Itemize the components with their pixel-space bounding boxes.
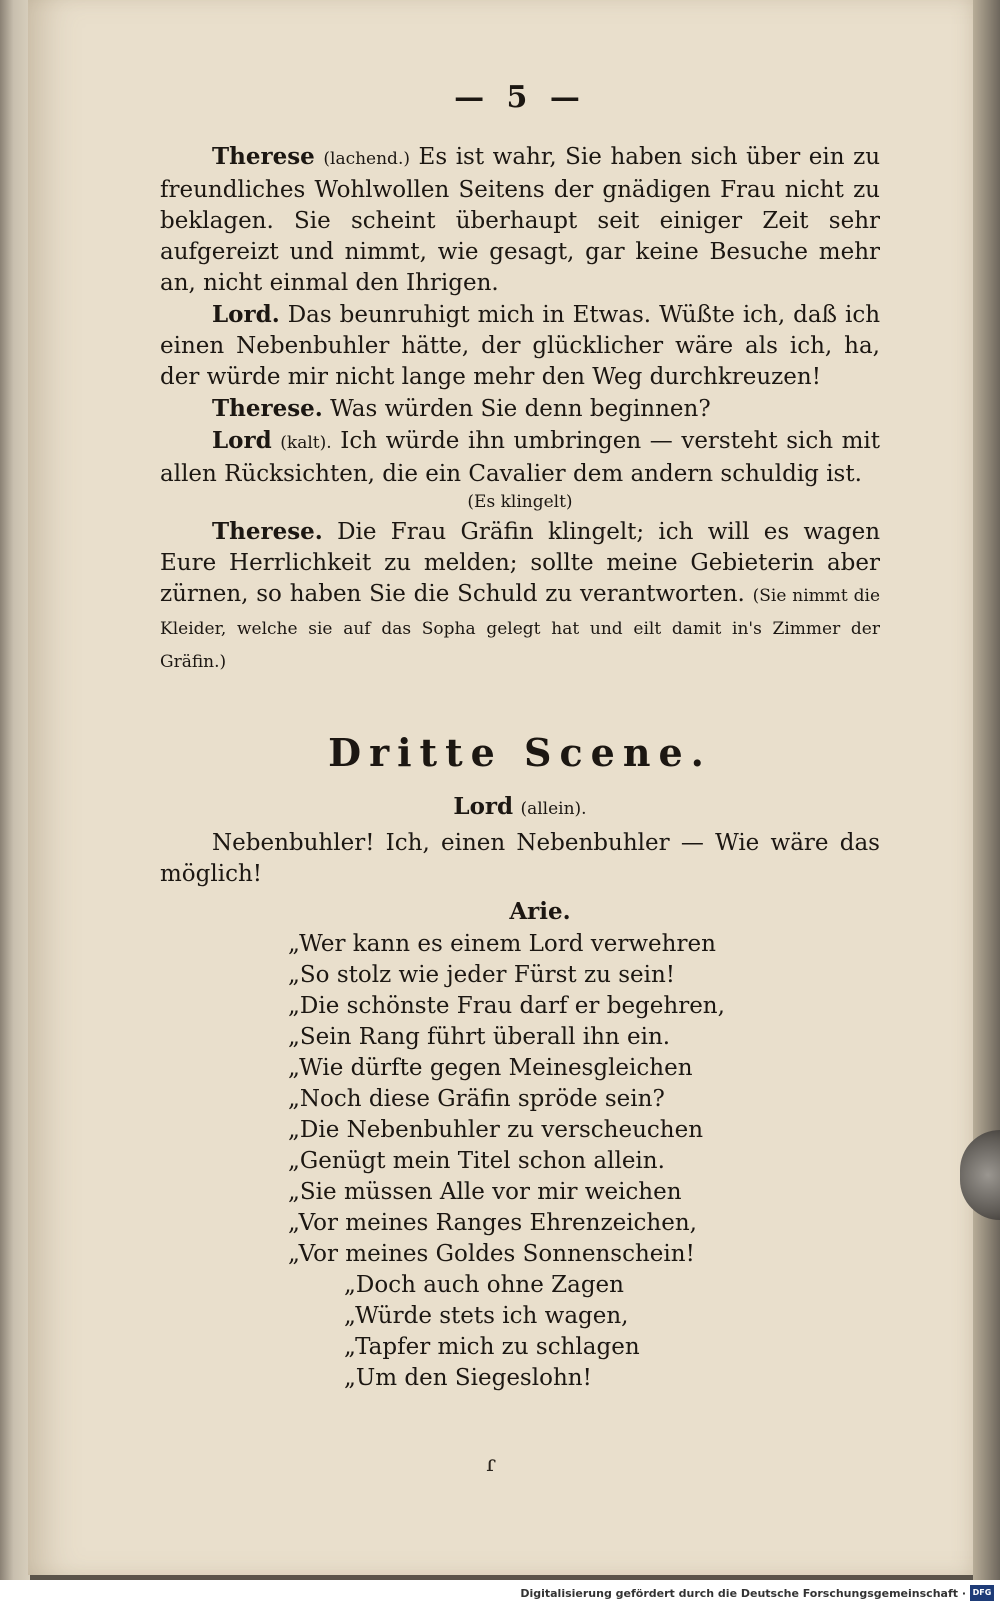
page-text <box>160 80 880 1394</box>
page-number: — 5 — <box>454 80 586 115</box>
speaker: Therese. <box>212 518 323 545</box>
paragraph-therese-2 <box>160 393 880 425</box>
book-spine <box>0 0 30 1580</box>
footer-credit: Digitalisierung gefördert durch die Deutsche Forschungsgemeinschaft · <box>520 1587 966 1600</box>
paragraph-therese-3 <box>160 516 880 678</box>
dialogue: Ich würde ihn umbringen — versteht sich mit allen Rücksichten, die ein Cavalier dem andern schuldig ist. <box>160 428 881 487</box>
verse-line: „Um den Siegeslohn! <box>344 1365 592 1391</box>
dialogue: Es ist wahr, Sie haben sich über ein zu freundliches Wohlwollen Seitens der gnädigen Frau nicht zu beklagen. Sie scheint überhaupt seit einiger Zeit sehr aufgereizt und nimmt, wie gesagt, gar keine Besuche mehr an, nicht einmal den Ihrigen. <box>160 144 881 296</box>
stage-direction: (Sie nimmt die Kleider, welche sie auf das Sopha gelegt hat und eilt damit in's Zimmer der Gräfin.) <box>160 586 881 672</box>
stage-direction: (kalt). <box>280 433 332 453</box>
verse-block <box>160 929 880 1394</box>
verse-line: „Sie müssen Alle vor mir weichen <box>288 1179 682 1205</box>
aria-title: Arie. <box>509 898 571 925</box>
dfg-logo: DFG <box>970 1585 994 1601</box>
stage-direction: (lachend.) <box>323 149 410 169</box>
footer <box>0 1580 1000 1609</box>
dialogue: Was würden Sie denn beginnen? <box>330 396 711 422</box>
paragraph-lord-1 <box>160 299 880 393</box>
verse-line: „Vor meines Goldes Sonnenschein! <box>288 1241 695 1267</box>
dialogue: Die Frau Gräfin klingelt; ich will es wagen Eure Herrlichkeit zu melden; sollte meine Gebieterin aber zürnen, so haben Sie die Schuld zu verantworten. <box>160 519 881 607</box>
verse-line: „Genügt mein Titel schon allein. <box>288 1148 665 1174</box>
verse-line: „Noch diese Gräfin spröde sein? <box>288 1086 665 1112</box>
paragraph-lord-2 <box>160 425 880 490</box>
verse-line: „Die Nebenbuhler zu verscheuchen <box>288 1117 704 1143</box>
verse-line: „Tapfer mich zu schlagen <box>344 1334 640 1360</box>
verse-line: „Würde stets ich wagen, <box>344 1303 629 1329</box>
stage-direction: (allein). <box>520 799 587 819</box>
verse-line: „Doch auch ohne Zagen <box>344 1272 624 1298</box>
scene-speaker-line <box>160 793 880 820</box>
speaker: Lord <box>453 793 514 820</box>
verse-line: „Die schönste Frau darf er begehren, <box>288 993 725 1019</box>
verse-line: „Wer kann es einem Lord verwehren <box>288 931 716 957</box>
scene-title: Dritte Scene. <box>328 730 712 775</box>
dialogue: Das beunruhigt mich in Etwas. Wüßte ich, daß ich einen Nebenbuhler hätte, der glücklicher wäre als ich, ha, der würde mir nicht lange mehr den Weg durchkreuzen! <box>160 302 881 390</box>
verse-line: „So stolz wie jeder Fürst zu sein! <box>288 962 676 988</box>
speaker: Therese. <box>212 395 323 422</box>
page-edge <box>973 0 1000 1580</box>
speaker: Lord. <box>212 301 280 328</box>
monologue: Nebenbuhler! Ich, einen Nebenbuhler — Wie wäre das möglich! <box>160 830 880 887</box>
speaker: Lord <box>212 427 272 454</box>
verse-line: „Wie dürfte gegen Meinesgleichen <box>288 1055 693 1081</box>
verse-line: „Sein Rang führt überall ihn ein. <box>288 1024 671 1050</box>
stage-direction-ring: (Es klingelt) <box>467 492 573 512</box>
speaker: Therese <box>212 143 315 170</box>
ink-mark: ɾ <box>486 1452 496 1477</box>
paragraph-therese-1 <box>160 141 880 299</box>
verse-line: „Vor meines Ranges Ehrenzeichen, <box>288 1210 697 1236</box>
